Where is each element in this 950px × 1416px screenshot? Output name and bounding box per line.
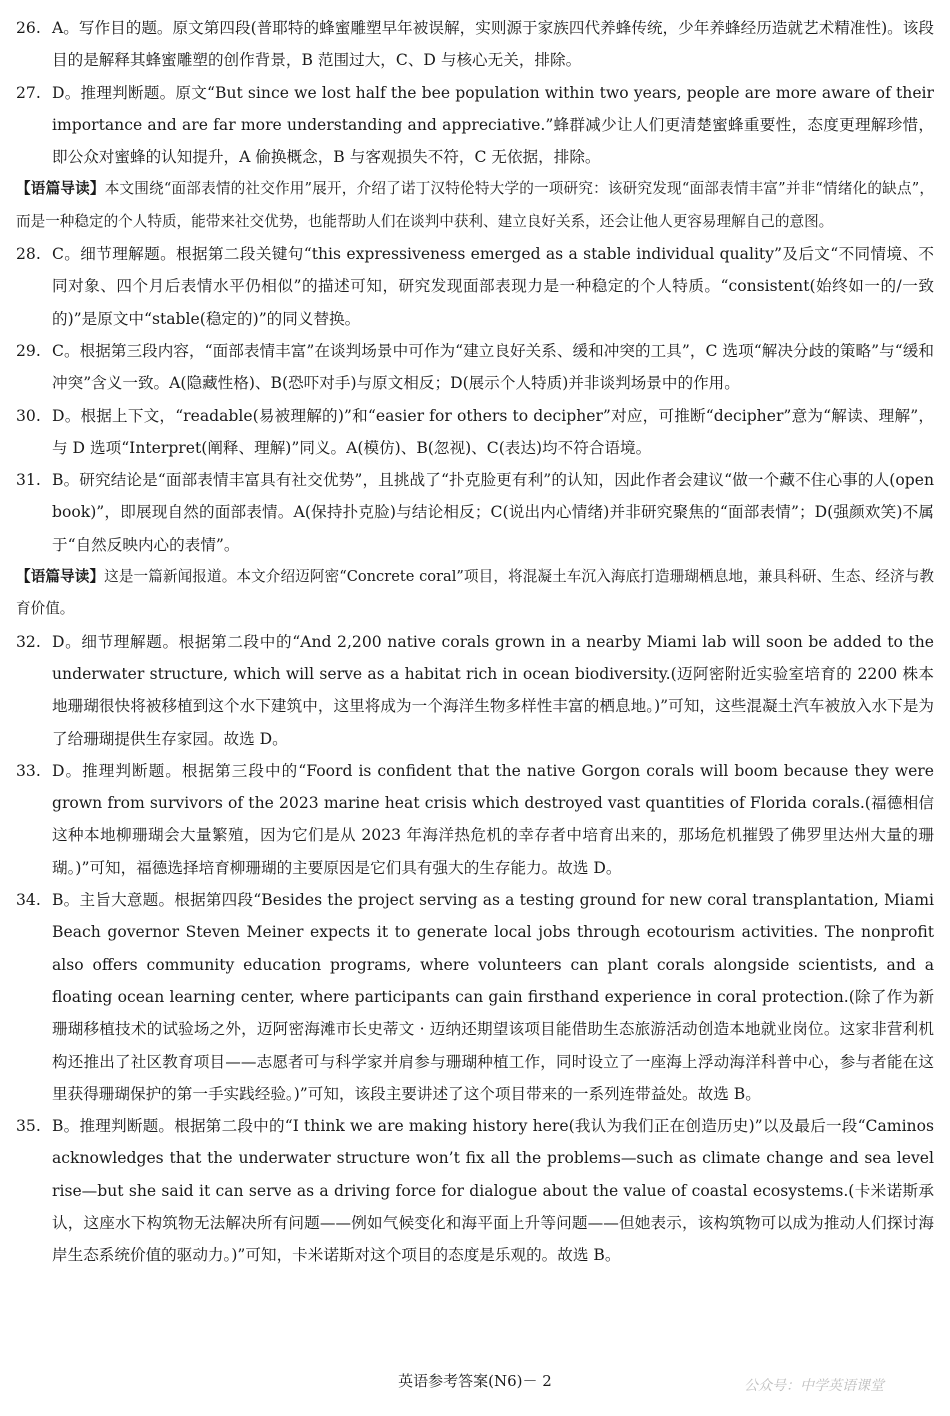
reading-guide [16, 173, 934, 238]
answer-explanation: D。细节理解题。根据第二段中的“And 2,200 native corals grown in a nearby Miami lab will soon be added to the underwater structure, which will serve as a habitat rich in ocean biodiversity.(迈阿密附近实验室培育的 2200 株本地珊瑚很快将被移植到这个水下建筑中，这里将成为一个海洋生物多样性丰富的栖息地。)”可知，这些混凝土汽车被放入水下是为了给珊瑚提供生存家园。故选 D。 [52, 632, 934, 748]
answer-item [16, 335, 934, 400]
answer-item [16, 238, 934, 335]
question-number: 26. [16, 19, 41, 37]
watermark-text: 公众号：中学英语课堂 [744, 1378, 884, 1394]
answer-explanation: B。推理判断题。根据第二段中的“I think we are making history here(我认为我们正在创造历史)”以及最后一段“Caminos acknowledges that the underwater structure won’t fix all the problems—such as climate change and sea level rise—but she said it can serve as a driving force for dialogue about the value of coastal ecosystems.(卡米诺斯承认，这座水下构筑物无法解决所有问题——例如气候变化和海平面上升等问题——但她表示，该构筑物可以成为推动人们探讨海岸生态系统价值的驱动力。)”可知，卡米诺斯对这个项目的态度是乐观的。故选 B。 [52, 1117, 934, 1265]
page-footer: 英语参考答案(N6)－ 2 [398, 1372, 552, 1390]
answer-item [16, 400, 934, 465]
answer-explanation: D。推理判断题。原文“But since we lost half the bee population within two years, people are more aware of their importance and are far more understanding and appreciative.”蜂群减少让人们更清楚蜜蜂重要性，态度更理解珍惜，即公众对蜜蜂的认知提升，A 偷换概念，B 与客观损失不符，C 无依据，排除。 [52, 83, 934, 167]
question-number: 30. [16, 406, 41, 425]
question-number: 32. [16, 632, 41, 651]
question-number: 33. [16, 761, 41, 780]
question-number: 35. [16, 1117, 41, 1136]
answer-item [16, 12, 934, 77]
reading-guide-tag: 【语篇导读】 [16, 180, 105, 198]
question-number: 29. [16, 341, 41, 360]
answer-content [16, 12, 934, 1272]
reading-guide-text: 本文围绕“面部表情的社交作用”展开，介绍了诺丁汉特伦特大学的一项研究：该研究发现“面部表情丰富”并非“情绪化的缺点”，而是一种稳定的个人特质，能带来社交优势，也能帮助人们在谈判中获利、建立良好关系，还会让他人更容易理解自己的意图。 [16, 180, 934, 230]
question-number: 27. [16, 83, 41, 102]
answer-item [16, 1110, 934, 1271]
answer-explanation: C。细节理解题。根据第二段关键句“this expressiveness emerged as a stable individual quality”及后文“不同情境、不同对象、四个月后表情水平仍相似”的描述可知，研究发现面部表现力是一种稳定的个人特质。“consistent(始终如一的/一致的)”是原文中“stable(稳定的)”的同义替换。 [52, 245, 934, 328]
answer-explanation: C。根据第三段内容，“面部表情丰富”在谈判场景中可作为“建立良好关系、缓和冲突的工具”，C 选项“解决分歧的策略”与“缓和冲突”含义一致。A(隐藏性格)、B(恐吓对手)与原文相反；D(展示个人特质)并非谈判场景中的作用。 [52, 341, 934, 393]
answer-explanation: A。写作目的题。原文第四段(普耶特的蜂蜜雕塑早年被误解，实则源于家族四代养蜂传统，少年养蜂经历造就艺术精准性)。该段目的是解释其蜂蜜雕塑的创作背景，B 范围过大，C、D 与核心无关，排除。 [52, 19, 934, 70]
answer-explanation: B。主旨大意题。根据第四段“Besides the project serving as a testing ground for new coral transplantation, Miami Beach governor Steven Meiner expects it to generate local jobs through ecotourism activities. The nonprofit also offers community education programs, where volunteers can plant corals alongside scientists, and a floating ocean learning center, where participants can gain firsthand experience in coral protection.(除了作为新珊瑚移植技术的试验场之外，迈阿密海滩市长史蒂文 · 迈纳还期望该项目能借助生态旅游活动创造本地就业岗位。这家非营利机构还推出了社区教育项目——志愿者可与科学家并肩参与珊瑚种植工作，同时设立了一座海上浮动海洋科普中心，参与者能在这里获得珊瑚保护的第一手实践经验。)”可知，该段主要讲述了这个项目带来的一系列连带益处。故选 B。 [52, 891, 934, 1103]
answer-explanation: D。根据上下文，“readable(易被理解的)”和“easier for others to decipher”对应，可推断“decipher”意为“解读、理解”，与 D 选项“Interpret(阐释、理解)”同义。A(模仿)、B(忽视)、C(表达)均不符合语境。 [52, 406, 934, 457]
reading-guide-text: 这是一篇新闻报道。本文介绍迈阿密“Concrete coral”项目，将混凝土车沉入海底打造珊瑚栖息地，兼具科研、生态、经济与教育价值。 [16, 568, 934, 618]
reading-guide [16, 561, 934, 626]
answer-item [16, 884, 934, 1110]
answer-item [16, 77, 934, 174]
question-number: 31. [16, 471, 41, 490]
question-number: 28. [16, 245, 41, 264]
answer-item [16, 464, 934, 561]
question-number: 34. [16, 891, 41, 910]
reading-guide-tag: 【语篇导读】 [16, 568, 105, 586]
answer-item [16, 626, 934, 755]
answer-explanation: B。研究结论是“面部表情丰富具有社交优势”，且挑战了“扑克脸更有利”的认知，因此作者会建议“做一个藏不住心事的人(open book)”，即展现自然的面部表情。A(保持扑克脸)与结论相反；C(说出内心情绪)并非研究聚焦的“面部表情”；D(强颜欢笑)不属于“自然反映内心的表情”。 [52, 471, 934, 554]
answer-item [16, 755, 934, 884]
answer-explanation: D。推理判断题。根据第三段中的“Foord is confident that the native Gorgon corals will boom because they were grown from survivors of the 2023 marine heat crisis which destroyed vast quantities of Florida corals.(福德相信这种本地柳珊瑚会大量繁殖，因为它们是从 2023 年海洋热危机的幸存者中培育出来的，那场危机摧毁了佛罗里达州大量的珊瑚。)”可知，福德选择培育柳珊瑚的主要原因是它们具有强大的生存能力。故选 D。 [52, 761, 934, 877]
